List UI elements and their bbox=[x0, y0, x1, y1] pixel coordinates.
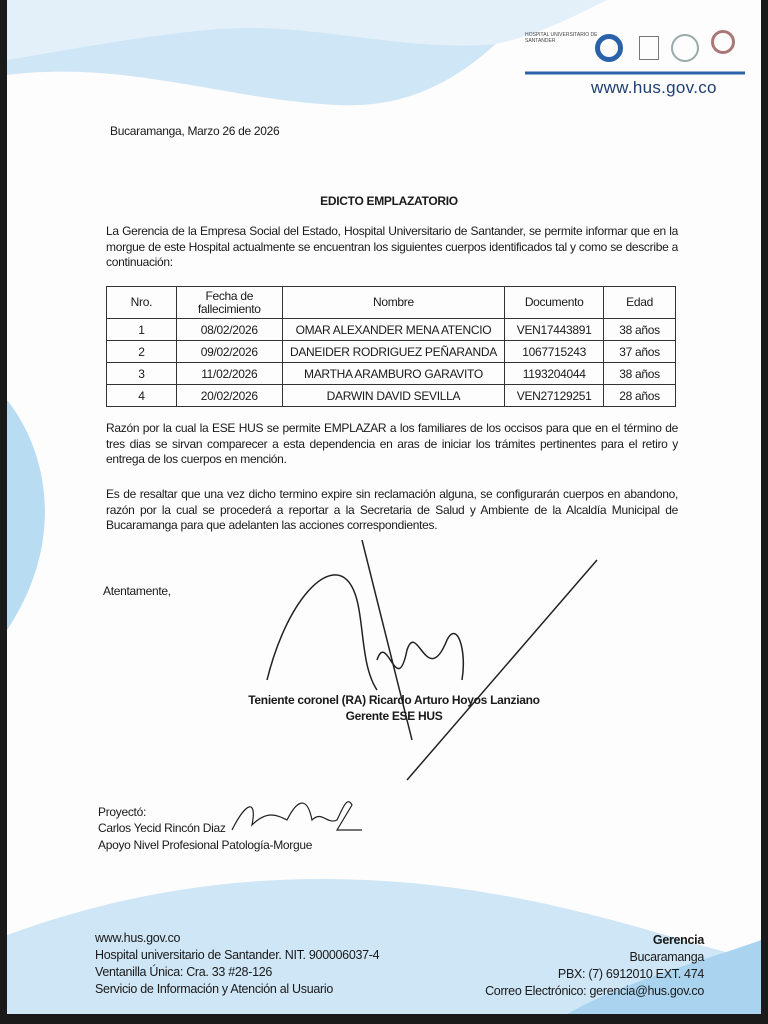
seal-logo bbox=[671, 34, 699, 62]
table-cell: 3 bbox=[107, 363, 177, 385]
header-website: www.hus.gov.co bbox=[591, 78, 717, 97]
table-cell: 4 bbox=[107, 385, 177, 407]
table-cell: 37 años bbox=[604, 341, 676, 363]
table-cell: 38 años bbox=[604, 363, 676, 385]
column-header: Documento bbox=[505, 287, 604, 319]
closing: Atentamente, bbox=[103, 584, 171, 598]
footer-address: Ventanilla Única: Cra. 33 #28-126 bbox=[95, 965, 273, 979]
footer-right bbox=[485, 932, 704, 1000]
table-cell: 08/02/2026 bbox=[176, 319, 282, 341]
table-cell: 28 años bbox=[604, 385, 676, 407]
table-cell: 1 bbox=[107, 319, 177, 341]
project-role: Apoyo Nivel Profesional Patología-Morgue bbox=[98, 838, 313, 852]
project-label: Proyectó: bbox=[98, 805, 146, 819]
footer-service: Servicio de Información y Atención al Usuario bbox=[95, 982, 334, 996]
table-cell: 1193204044 bbox=[505, 363, 604, 385]
document-title: EDICTO EMPLAZATORIO bbox=[320, 194, 458, 208]
table-cell: OMAR ALEXANDER MENA ATENCIO bbox=[282, 319, 504, 341]
summons-paragraph: Razón por la cual la ESE HUS se permite EMPLAZAR a los familiares de los occisos para que en el término de tres dias se sirvan comparecer a esta dependencia en aras de iniciar los trámites pertinentes para el retiro y entrega de los cuerpos en mención. bbox=[106, 421, 678, 466]
footer-phone: PBX: (7) 6912010 EXT. 474 bbox=[557, 967, 704, 981]
footer-email-link[interactable]: gerencia@hus.gov.co bbox=[589, 984, 704, 998]
footer-office: Gerencia bbox=[652, 933, 704, 947]
santander-logo bbox=[711, 30, 735, 54]
footer-city: Bucaramanga bbox=[629, 950, 704, 964]
table-cell: 20/02/2026 bbox=[176, 385, 282, 407]
abandonment-paragraph: Es de resaltar que una vez dicho termino expire sin reclamación alguna, se configurarán cuerpos en abandono, razón por la cual se procederá a reportar a la Secretaria de Salud y Ambiente de la Alcaldía Municipal de Bucaramanga para que adelanten las acciones correspondientes. bbox=[106, 487, 678, 532]
document-page bbox=[7, 0, 761, 1014]
accreditation-logo bbox=[639, 36, 659, 60]
manager-signature bbox=[247, 540, 607, 800]
project-signature bbox=[227, 790, 367, 840]
hospital-logo bbox=[595, 34, 623, 62]
project-name: Carlos Yecid Rincón Diaz bbox=[98, 821, 226, 835]
intro-paragraph: La Gerencia de la Empresa Social del Estado, Hospital Universitario de Santander, se permite informar que en la morgue de este Hospital actualmente se encuentran los siguientes cuerpos identificados tal y como se describe a continuación: bbox=[106, 224, 678, 269]
table-cell: DARWIN DAVID SEVILLA bbox=[282, 385, 504, 407]
footer-nit: Hospital universitario de Santander. NIT. 900006037-4 bbox=[95, 948, 380, 962]
hospital-logo-text: HOSPITAL UNIVERSITARIO DE SANTANDER bbox=[525, 32, 598, 44]
table-row bbox=[107, 363, 676, 385]
table-cell: 09/02/2026 bbox=[176, 341, 282, 363]
table-cell: 11/02/2026 bbox=[176, 363, 282, 385]
footer-email-label: Correo Electrónico: bbox=[485, 984, 590, 998]
signer-role: Gerente ESE HUS bbox=[345, 709, 443, 723]
column-header: Nro. bbox=[107, 287, 177, 319]
column-header: Fecha de fallecimiento bbox=[176, 287, 282, 319]
bodies-table bbox=[106, 286, 676, 407]
table-cell: 2 bbox=[107, 341, 177, 363]
footer-left bbox=[95, 930, 379, 998]
signer-name: Teniente coronel (RA) Ricardo Arturo Hoyos Lanziano bbox=[248, 693, 540, 707]
table-cell: VEN17443891 bbox=[505, 319, 604, 341]
table-row bbox=[107, 319, 676, 341]
table-row bbox=[107, 341, 676, 363]
column-header: Edad bbox=[604, 287, 676, 319]
table-row bbox=[107, 385, 676, 407]
footer-website-link[interactable]: www.hus.gov.co bbox=[95, 931, 181, 945]
table-cell: DANEIDER RODRIGUEZ PEÑARANDA bbox=[282, 341, 504, 363]
table-cell: MARTHA ARAMBURO GARAVITO bbox=[282, 363, 504, 385]
table-cell: VEN27129251 bbox=[505, 385, 604, 407]
table-cell: 1067715243 bbox=[505, 341, 604, 363]
table-cell: 38 años bbox=[604, 319, 676, 341]
date-line: Bucaramanga, Marzo 26 de 2026 bbox=[110, 124, 280, 138]
column-header: Nombre bbox=[282, 287, 504, 319]
